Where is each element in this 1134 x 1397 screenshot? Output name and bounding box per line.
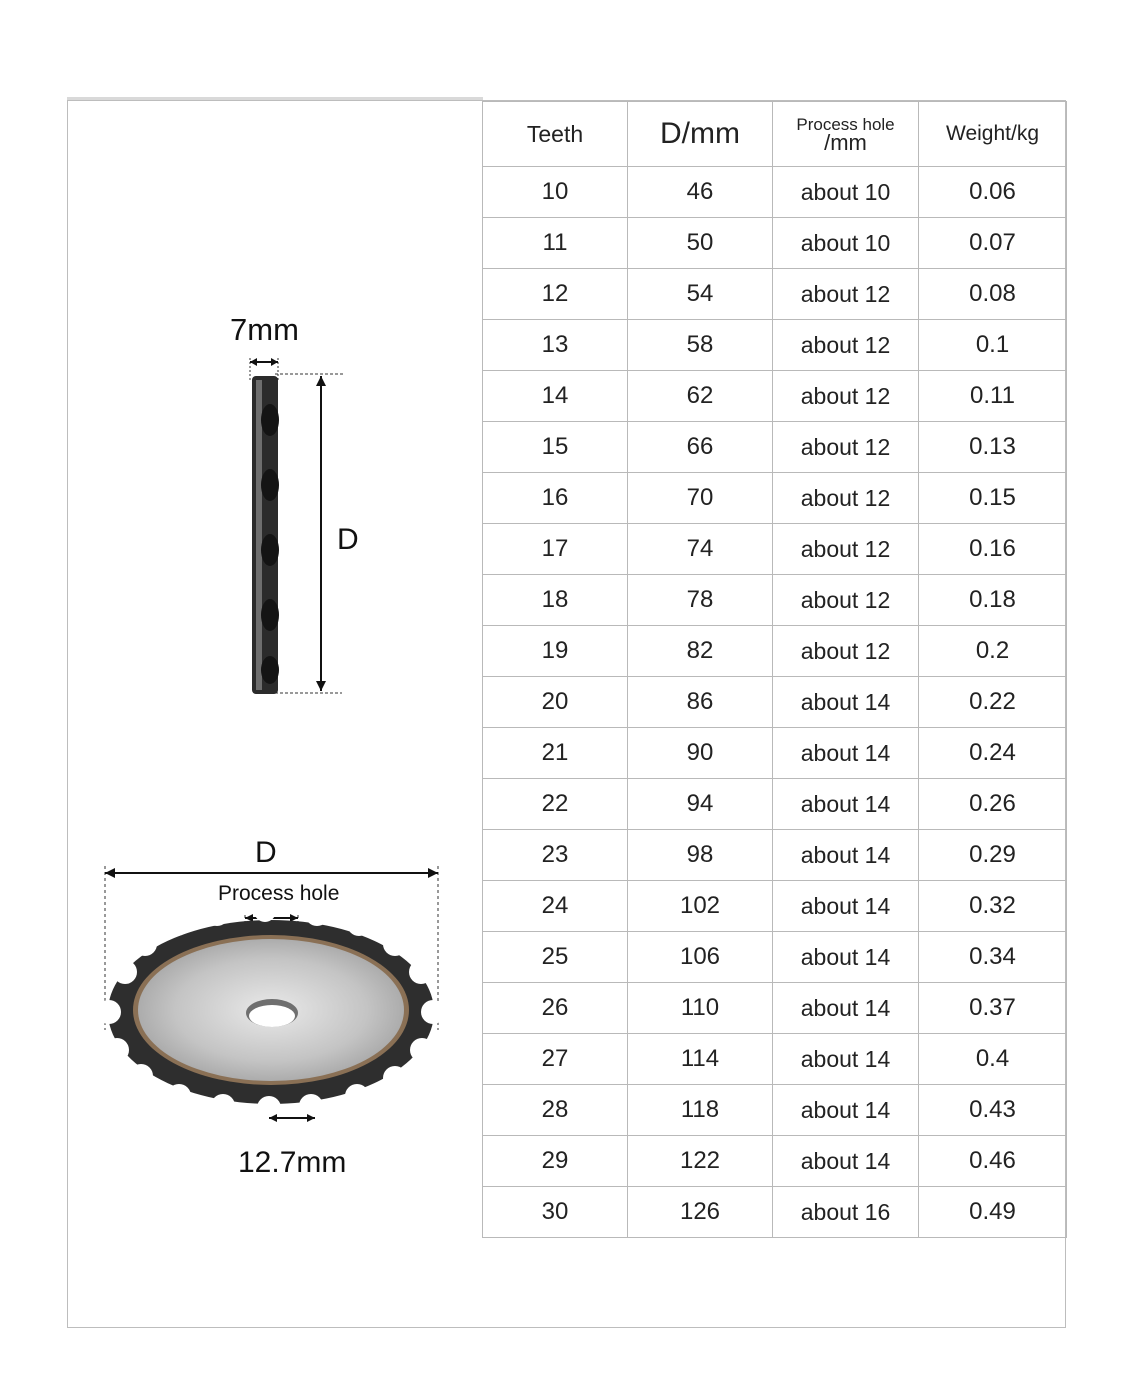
header-teeth: Teeth: [483, 102, 628, 167]
cell-weight: 0.13: [919, 422, 1067, 473]
table-row: [483, 371, 1067, 422]
table-row: [483, 932, 1067, 983]
cell-weight: 0.15: [919, 473, 1067, 524]
cell-process-hole: about 10: [773, 167, 919, 218]
cell-process-hole: about 14: [773, 779, 919, 830]
cell-diameter: 50: [628, 218, 773, 269]
cell-weight: 0.11: [919, 371, 1067, 422]
cell-weight: 0.08: [919, 269, 1067, 320]
cell-teeth: 27: [483, 1034, 628, 1085]
cell-teeth: 15: [483, 422, 628, 473]
diameter-side-label: D: [337, 523, 359, 556]
header-process-hole-line2: /mm: [824, 130, 867, 155]
cell-teeth: 29: [483, 1136, 628, 1187]
cell-weight: 0.26: [919, 779, 1067, 830]
cell-diameter: 110: [628, 983, 773, 1034]
cell-diameter: 102: [628, 881, 773, 932]
cell-process-hole: about 12: [773, 269, 919, 320]
cell-process-hole: about 10: [773, 218, 919, 269]
cell-teeth: 12: [483, 269, 628, 320]
cell-teeth: 28: [483, 1085, 628, 1136]
cell-weight: 0.18: [919, 575, 1067, 626]
cell-weight: 0.24: [919, 728, 1067, 779]
cell-process-hole: about 14: [773, 983, 919, 1034]
cell-weight: 0.06: [919, 167, 1067, 218]
table-row: [483, 575, 1067, 626]
cell-teeth: 26: [483, 983, 628, 1034]
cell-diameter: 46: [628, 167, 773, 218]
cell-diameter: 78: [628, 575, 773, 626]
cell-process-hole: about 14: [773, 881, 919, 932]
header-diameter: D/mm: [628, 102, 773, 167]
cell-teeth: 18: [483, 575, 628, 626]
cell-teeth: 17: [483, 524, 628, 575]
cell-teeth: 24: [483, 881, 628, 932]
table-row: [483, 830, 1067, 881]
table-row: [483, 269, 1067, 320]
cell-teeth: 25: [483, 932, 628, 983]
table-row: [483, 626, 1067, 677]
cell-diameter: 58: [628, 320, 773, 371]
cell-teeth: 23: [483, 830, 628, 881]
cell-weight: 0.4: [919, 1034, 1067, 1085]
cell-teeth: 30: [483, 1187, 628, 1238]
cell-weight: 0.1: [919, 320, 1067, 371]
cell-diameter: 74: [628, 524, 773, 575]
cell-diameter: 126: [628, 1187, 773, 1238]
cell-process-hole: about 12: [773, 422, 919, 473]
table-row: [483, 1187, 1067, 1238]
cell-diameter: 118: [628, 1085, 773, 1136]
cell-diameter: 106: [628, 932, 773, 983]
table-row: [483, 167, 1067, 218]
cell-teeth: 11: [483, 218, 628, 269]
table-row: [483, 1034, 1067, 1085]
cell-weight: 0.34: [919, 932, 1067, 983]
cell-process-hole: about 14: [773, 932, 919, 983]
cell-teeth: 21: [483, 728, 628, 779]
table-row: [483, 218, 1067, 269]
cell-process-hole: about 12: [773, 320, 919, 371]
cell-teeth: 22: [483, 779, 628, 830]
table-header-row: [483, 102, 1067, 167]
table-row: [483, 881, 1067, 932]
cell-diameter: 54: [628, 269, 773, 320]
cell-process-hole: about 12: [773, 371, 919, 422]
header-process-hole: [773, 102, 919, 167]
cell-diameter: 86: [628, 677, 773, 728]
pitch-label: 12.7mm: [238, 1146, 347, 1179]
cell-weight: 0.37: [919, 983, 1067, 1034]
cell-diameter: 122: [628, 1136, 773, 1187]
cell-weight: 0.29: [919, 830, 1067, 881]
cell-process-hole: about 16: [773, 1187, 919, 1238]
cell-process-hole: about 14: [773, 1034, 919, 1085]
table-row: [483, 677, 1067, 728]
cell-process-hole: about 12: [773, 575, 919, 626]
cell-diameter: 94: [628, 779, 773, 830]
sprocket-spec-table: [482, 101, 1067, 1238]
cell-teeth: 16: [483, 473, 628, 524]
table-row: [483, 422, 1067, 473]
cell-weight: 0.2: [919, 626, 1067, 677]
cell-process-hole: about 14: [773, 1085, 919, 1136]
cell-teeth: 13: [483, 320, 628, 371]
cell-process-hole: about 12: [773, 626, 919, 677]
cell-diameter: 90: [628, 728, 773, 779]
cell-diameter: 70: [628, 473, 773, 524]
table-row: [483, 779, 1067, 830]
table-row: [483, 1136, 1067, 1187]
cell-teeth: 14: [483, 371, 628, 422]
cell-weight: 0.32: [919, 881, 1067, 932]
cell-weight: 0.16: [919, 524, 1067, 575]
table-row: [483, 524, 1067, 575]
cell-process-hole: about 14: [773, 1136, 919, 1187]
header-process-hole-line1: Process hole: [796, 115, 895, 134]
cell-process-hole: about 12: [773, 524, 919, 575]
cell-process-hole: about 14: [773, 830, 919, 881]
table-row: [483, 320, 1067, 371]
cell-diameter: 114: [628, 1034, 773, 1085]
cell-process-hole: about 14: [773, 677, 919, 728]
cell-diameter: 98: [628, 830, 773, 881]
cell-process-hole: about 14: [773, 728, 919, 779]
cell-weight: 0.43: [919, 1085, 1067, 1136]
table-row: [483, 473, 1067, 524]
cell-teeth: 20: [483, 677, 628, 728]
cell-diameter: 66: [628, 422, 773, 473]
thickness-label: 7mm: [230, 312, 299, 347]
cell-diameter: 62: [628, 371, 773, 422]
cell-weight: 0.46: [919, 1136, 1067, 1187]
cell-diameter: 82: [628, 626, 773, 677]
cell-weight: 0.49: [919, 1187, 1067, 1238]
table-row: [483, 728, 1067, 779]
table-row: [483, 983, 1067, 1034]
cell-weight: 0.07: [919, 218, 1067, 269]
table-row: [483, 1085, 1067, 1136]
header-weight: Weight/kg: [919, 102, 1067, 167]
cell-weight: 0.22: [919, 677, 1067, 728]
cell-teeth: 19: [483, 626, 628, 677]
process-hole-label: Process hole: [218, 882, 340, 905]
diameter-front-label: D: [255, 836, 277, 869]
cell-teeth: 10: [483, 167, 628, 218]
cell-process-hole: about 12: [773, 473, 919, 524]
